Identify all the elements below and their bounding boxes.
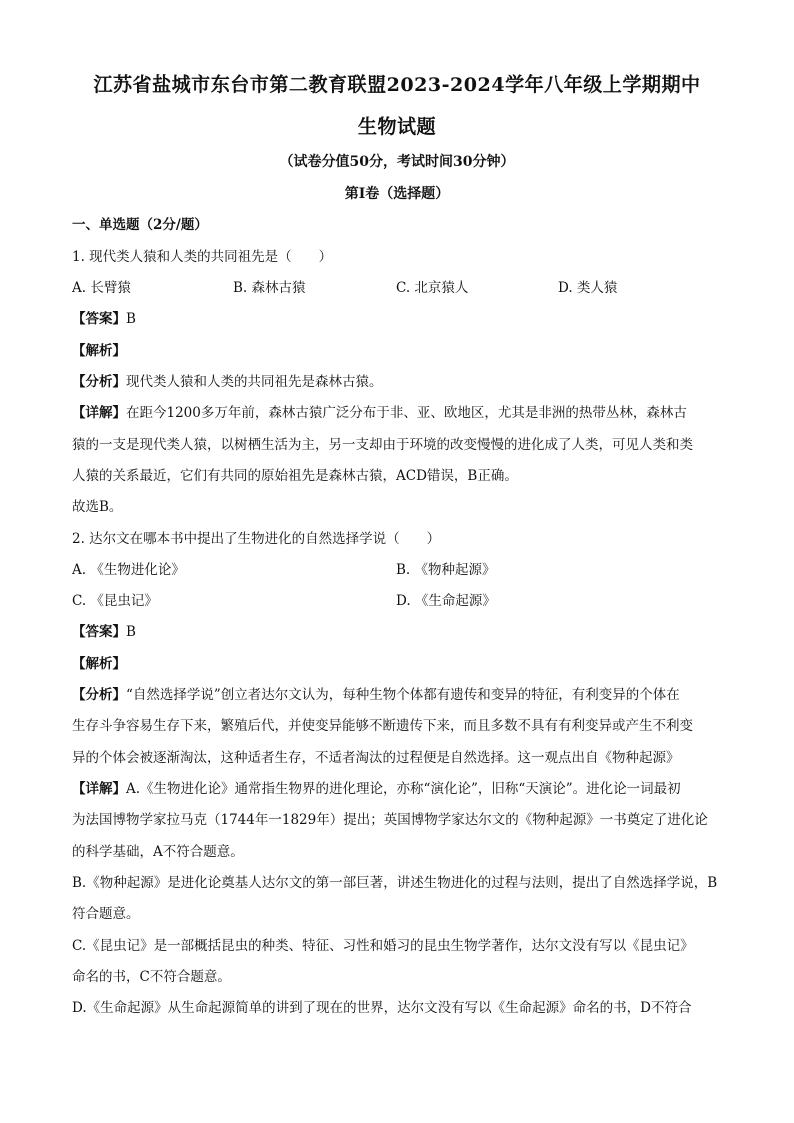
question-1-option-b: B. 森林古猿 xyxy=(233,280,306,296)
answer-value: B xyxy=(126,624,136,640)
detail-tag: 【详解】 xyxy=(72,405,126,421)
question-2-option-a: A. 《生物进化论》 xyxy=(72,562,185,578)
question-2-stem: 2. 达尔文在哪本书中提出了生物进化的自然选择学说（ ） xyxy=(72,531,441,547)
fenxi-tag: 【分析】 xyxy=(72,687,126,703)
question-1-option-d: D. 类人猿 xyxy=(558,280,618,296)
answer-tag: 【答案】 xyxy=(72,624,126,640)
volume-title: 第I卷（选择题） xyxy=(344,186,450,202)
fenxi-tag: 【分析】 xyxy=(72,374,126,390)
question-2-fenxi xyxy=(72,683,680,703)
question-1-option-c: C. 北京猿人 xyxy=(396,280,469,296)
answer-tag: 【答案】 xyxy=(72,311,126,327)
fenxi-text: “自然选择学说”创立者达尔文认为，每种生物个体都有遗传和变异的特征，有利变异的个体在 xyxy=(126,687,680,703)
question-1-option-a: A. 长臂猿 xyxy=(72,280,131,296)
question-2-fenxi-line: 异的个体会被逐渐淘汰，这种适者生存，不适者淘汰的过程便是自然选择。这一观点出自《物种起源》 xyxy=(72,750,680,766)
question-2-fenxi-line: 生存斗争容易生存下来，繁殖后代，并使变异能够不断遗传下来，而且多数不具有有利变异或产生不利变 xyxy=(72,718,693,734)
question-1-analysis-tag: 【解析】 xyxy=(72,343,126,359)
question-2-detail-line: B.《物种起源》是进化论奠基人达尔文的第一部巨著，讲述生物进化的过程与法则，提出了自然选择学说，B xyxy=(72,875,718,891)
question-2-detail-line: 符合题意。 xyxy=(72,906,140,922)
question-2-option-d: D. 《生命起源》 xyxy=(396,593,496,609)
question-2-detail-line: 命名的书，C不符合题意。 xyxy=(72,969,231,985)
question-2-detail-line: C.《昆虫记》是一部概括昆虫的种类、特征、习性和婚习的昆虫生物学著作，达尔文没有写以《昆虫记》 xyxy=(72,938,694,954)
document-subject: 生物试题 xyxy=(357,116,437,138)
question-2-answer xyxy=(72,620,136,640)
question-2-detail-line xyxy=(72,777,681,797)
question-1-detail-line: 猿的一支是现代类人猿，以树栖生活为主，另一支却由于环境的改变慢慢的进化成了人类，可见人类和类 xyxy=(72,437,693,453)
question-2-option-b: B. 《物种起源》 xyxy=(396,562,496,578)
detail-tag: 【详解】 xyxy=(72,781,126,797)
question-2-detail-line: 的科学基础，A不符合题意。 xyxy=(72,844,244,860)
question-2-analysis-tag: 【解析】 xyxy=(72,656,126,672)
exam-info: （试卷分值50分，考试时间30分钟） xyxy=(279,154,515,170)
question-2-detail-line: 为法国博物学家拉马克（1744年一1829年）提出；英国博物学家达尔文的《物种起源》一书奠定了进化论 xyxy=(72,812,708,828)
question-1-stem: 1. 现代类人猿和人类的共同祖先是（ ） xyxy=(72,249,333,265)
question-1-detail-line: 人猿的关系最近，它们有共同的原始祖先是森林古猿，ACD错误，B正确。 xyxy=(72,468,518,484)
detail-text: 在距今1200多万年前，森林古猿广泛分布于非、亚、欧地区，尤其是非洲的热带丛林，森林古 xyxy=(126,405,687,421)
question-1-fenxi xyxy=(72,370,383,390)
answer-value: B xyxy=(126,311,136,327)
detail-text: A.《生物进化论》通常指生物界的进化理论，亦称“演化论”，旧称“天演论”。进化论一词最初 xyxy=(126,781,681,797)
section-heading: 一、单选题（2分/题） xyxy=(72,217,208,233)
question-1-detail-line xyxy=(72,401,687,421)
fenxi-text: 现代类人猿和人类的共同祖先是森林古猿。 xyxy=(126,374,383,390)
question-1-conclusion: 故选B。 xyxy=(72,499,123,515)
document-title: 江苏省盐城市东台市第二教育联盟2023-2024学年八年级上学期期中 xyxy=(93,74,701,96)
question-2-detail-line: D.《生命起源》从生命起源简单的讲到了现在的世界，达尔文没有写以《生命起源》命名的书，D不符合 xyxy=(72,1000,692,1016)
question-1-answer xyxy=(72,307,136,327)
question-2-option-c: C. 《昆虫记》 xyxy=(72,593,158,609)
